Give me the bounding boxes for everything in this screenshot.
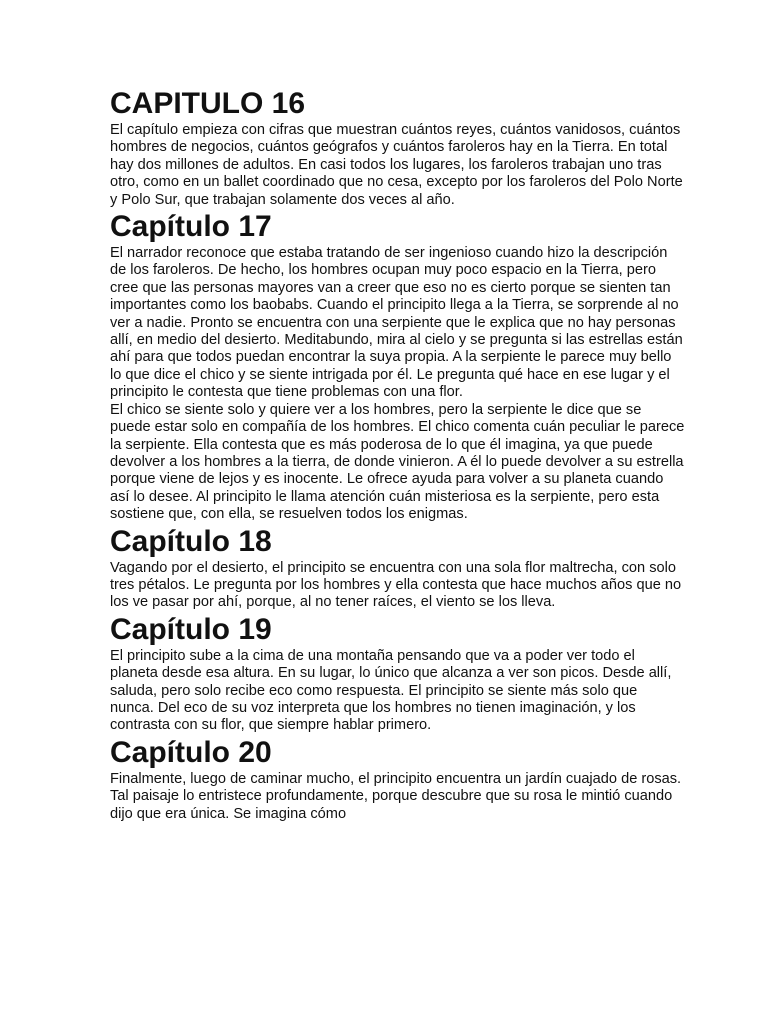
- paragraph: El capítulo empieza con cifras que muestran cuántos reyes, cuántos vanidosos, cuántos hombres de negocios, cuántos geógrafos y cuántos faroleros hay en la Tierra. En total hay dos millones de adultos. En casi todos los lugares, los faroleros trabajan uno tras otro, como en un ballet coordinado que no cesa, excepto por los faroleros del Polo Norte y Polo Sur, que trabajan solamente dos veces al año.: [110, 122, 683, 208]
- chapter-title: CAPITULO 16: [110, 87, 306, 120]
- paragraph: El narrador reconoce que estaba tratando de ser ingenioso cuando hizo la descripción de los faroleros. De hecho, los hombres ocupan muy poco espacio en la Tierra, pero cree que las personas mayores van a creer que eso no es cierto porque se sienten tan importantes como los baobabs. Cuando el principito llega a la Tierra, se sorprende al no ver a nadie. Pronto se encuentra con una serpiente que le explica que no hay personas allí, en medio del desierto. Meditabundo, mira al cielo y se pregunta si las estrellas están ahí para que todos puedan encontrar la suya propia. A la serpiente le parece muy bello lo que dice el chico y se siente intrigada por él. Le pregunta qué hace en ese lugar y el principito le contesta que tiene problemas con una flor.: [110, 245, 683, 401]
- chapter-body: [110, 648, 685, 735]
- chapter-18: [110, 524, 685, 612]
- chapter-body: [110, 122, 685, 209]
- chapter-title: Capítulo 19: [110, 612, 272, 646]
- chapter-body: [110, 771, 685, 823]
- chapter-body: [110, 560, 685, 612]
- chapter-16: [110, 86, 685, 209]
- chapter-body: [110, 245, 685, 524]
- paragraph: El chico se siente solo y quiere ver a los hombres, pero la serpiente le dice que se puede estar solo en compañía de los hombres. El chico comenta cuán peculiar le parece la serpiente. Ella contesta que es más poderosa de lo que él imagina, ya que puede devolver a los hombres a la tierra, de donde vinieron. A él lo puede devolver a su estrella porque viene de lejos y es inocente. Le ofrece ayuda para volver a su planeta cuando así lo desee. Al principito le llama atención cuán misteriosa es la serpiente, pero esta sostiene que, con ella, se resuelven todos los enigmas.: [110, 401, 685, 523]
- paragraph: Vagando por el desierto, el principito se encuentra con una sola flor maltrecha, con solo tres pétalos. Le pregunta por los hombres y ella contesta que hace muchos años que no los ve pasar por ahí, porque, al no tener raíces, el viento se los lleva.: [110, 559, 682, 611]
- chapter-17: [110, 209, 685, 524]
- paragraph: El principito sube a la cima de una montaña pensando que va a poder ver todo el planeta desde esa altura. En su lugar, lo único que alcanza a ver son picos. Desde allí, saluda, pero solo recibe eco como respuesta. El principito se siente más solo que nunca. Del eco de su voz interpreta que los hombres no tienen imaginación, y los contrasta con su flor, que siempre hablar primero.: [110, 647, 672, 734]
- chapter-title: Capítulo 17: [110, 210, 272, 244]
- chapter-20: [110, 735, 685, 823]
- chapter-title: Capítulo 18: [110, 524, 272, 558]
- chapter-title: Capítulo 20: [110, 735, 272, 769]
- document-page: [110, 86, 685, 823]
- paragraph: Finalmente, luego de caminar mucho, el principito encuentra un jardín cuajado de rosas. Tal paisaje lo entristece profundamente, porque descubre que su rosa le mintió cuando dijo que era única. Se imagina cómo: [110, 770, 682, 822]
- chapter-19: [110, 612, 685, 735]
